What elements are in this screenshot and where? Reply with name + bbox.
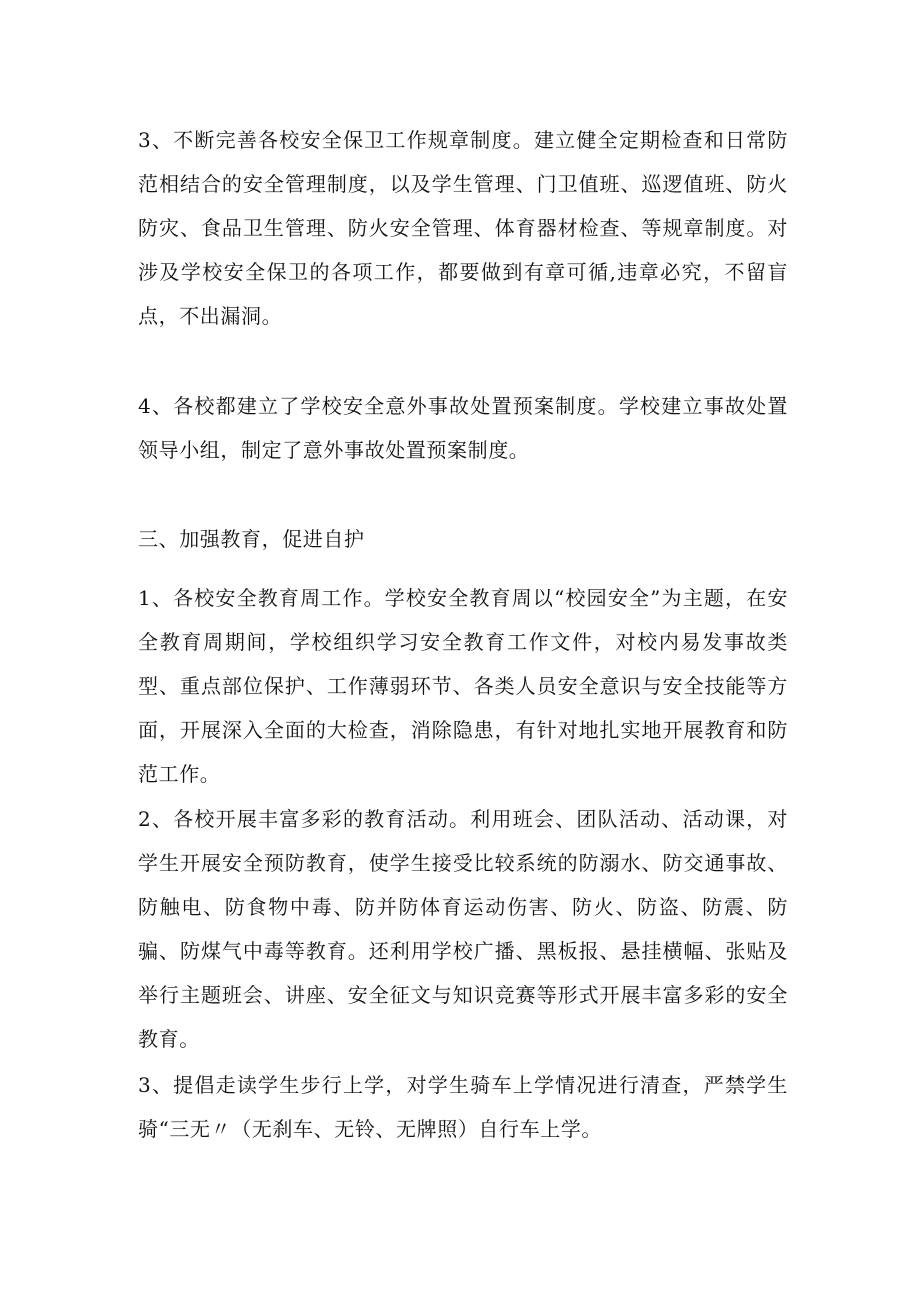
paragraph-education-activities: 2、各校开展丰富多彩的教育活动。利用班会、团队活动、活动课，对学生开展安全预防教育，使学生接受比较系统的防溺水、防交通事故、防触电、防食物中毒、防并防体育运动伤害、防火、防盗、防震、防骗、防煤气中毒等教育。还利用学校广播、黑板报、悬挂横幅、张贴及举行主题班会、讲座、安全征文与知识竞赛等形式开展丰富多彩的安全教育。 xyxy=(138,807,788,1051)
section-heading: 三、加强教育，促进自护 xyxy=(138,527,365,551)
paragraph-walking-to-school: 3、提倡走读学生步行上学，对学生骑车上学情况进行清查，严禁学生骑“三无〃（无刹车、无铃、无牌照）自行车上学。 xyxy=(138,1073,788,1141)
paragraph-accident-plan: 4、各校都建立了学校安全意外事故处置预案制度。学校建立事故处置领导小组，制定了意外事故处置预案制度。 xyxy=(138,394,788,462)
paragraph-school-security-rules: 3、不断完善各校安全保卫工作规章制度。建立健全定期检查和日常防范相结合的安全管理制度，以及学生管理、门卫值班、巡逻值班、防火防灾、食品卫生管理、防火安全管理、体育器材检查、等规章制度。对涉及学校安全保卫的各项工作，都要做到有章可循,违章必究，不留盲点，不出漏洞。 xyxy=(138,128,788,328)
paragraph-safety-week: 1、各校安全教育周工作。学校安全教育周以“校园安全”为主题，在安全教育周期间，学校组织学习安全教育工作文件，对校内易发事故类型、重点部位保护、工作薄弱环节、各类人员安全意识与安全技能等方面，开展深入全面的大检查，消除隐患，有针对地扎实地开展教育和防范工作。 xyxy=(138,586,788,786)
